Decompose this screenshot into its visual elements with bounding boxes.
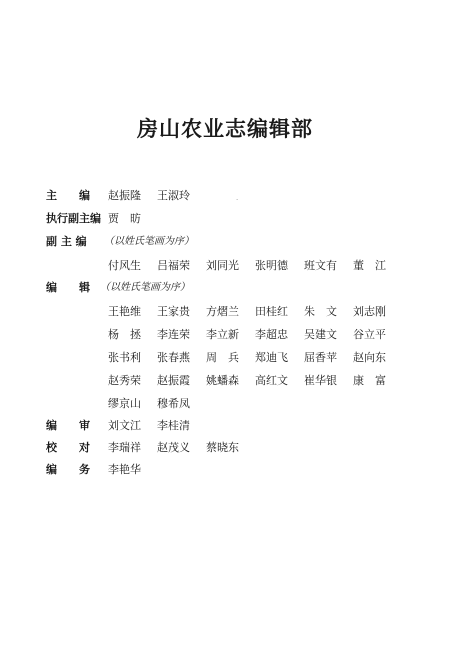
name: 吕福荣 — [157, 259, 190, 272]
name: 李艳华 — [108, 463, 141, 476]
deputy-note: （以姓氏笔画为序） — [104, 236, 194, 247]
name: 刘同光 — [206, 259, 239, 272]
deputy-label: 副 主 编 — [46, 235, 87, 248]
name: 刘文江 — [108, 419, 141, 432]
name: 李超忠 — [255, 328, 288, 341]
name: 穆希凤 — [157, 397, 190, 410]
name: 李立新 — [206, 328, 239, 341]
exec-deputy-names — [108, 209, 157, 229]
name: 缪京山 — [108, 397, 141, 410]
name: 崔华银 — [304, 374, 337, 387]
name: 王淑玲 — [157, 189, 190, 202]
name: 张春燕 — [157, 351, 190, 364]
chief-editor-names — [108, 186, 206, 206]
name: 方熠兰 — [206, 305, 239, 318]
speck: · — [236, 196, 239, 204]
affairs-label: 编 务 — [46, 463, 90, 476]
name: 王家贵 — [157, 305, 190, 318]
name: 郑迪飞 — [255, 351, 288, 364]
name: 班文有 — [304, 259, 337, 272]
chief-editor-label: 主 编 — [46, 189, 90, 202]
editors-label: 编 辑 — [46, 281, 90, 294]
name: 田桂红 — [255, 305, 288, 318]
reviewers-label: 编 审 — [46, 419, 90, 432]
name: 赵秀荣 — [108, 374, 141, 387]
page-title: 房山农业志编辑部 — [137, 117, 313, 141]
name: 姚蟠森 — [206, 374, 239, 387]
name: 杨 拯 — [108, 328, 141, 341]
editors-note: （以姓氏笔画为序） — [100, 282, 190, 293]
name: 康 富 — [353, 374, 386, 387]
name: 李瑞祥 — [108, 441, 141, 454]
name: 朱 文 — [304, 305, 337, 318]
proofreaders-label: 校 对 — [46, 441, 90, 454]
name: 刘志刚 — [353, 305, 386, 318]
exec-deputy-label: 执行副主编 — [46, 212, 101, 225]
name: 贾 昉 — [108, 212, 141, 225]
name: 赵向东 — [353, 351, 386, 364]
name: 王艳维 — [108, 305, 141, 318]
name: 赵振霞 — [157, 374, 190, 387]
name: 谷立平 — [353, 328, 386, 341]
name: 吴建文 — [304, 328, 337, 341]
name: 董 江 — [353, 259, 386, 272]
name: 周 兵 — [206, 351, 239, 364]
name: 张明德 — [255, 259, 288, 272]
name: 李桂清 — [157, 419, 190, 432]
name: 高红文 — [255, 374, 288, 387]
name: 付风生 — [108, 259, 141, 272]
name: 张书利 — [108, 351, 141, 364]
name: 屈香苹 — [304, 351, 337, 364]
name: 李连荣 — [157, 328, 190, 341]
name: 赵振隆 — [108, 189, 141, 202]
name: 赵茂义 — [157, 441, 190, 454]
name: 蔡晓东 — [206, 441, 239, 454]
